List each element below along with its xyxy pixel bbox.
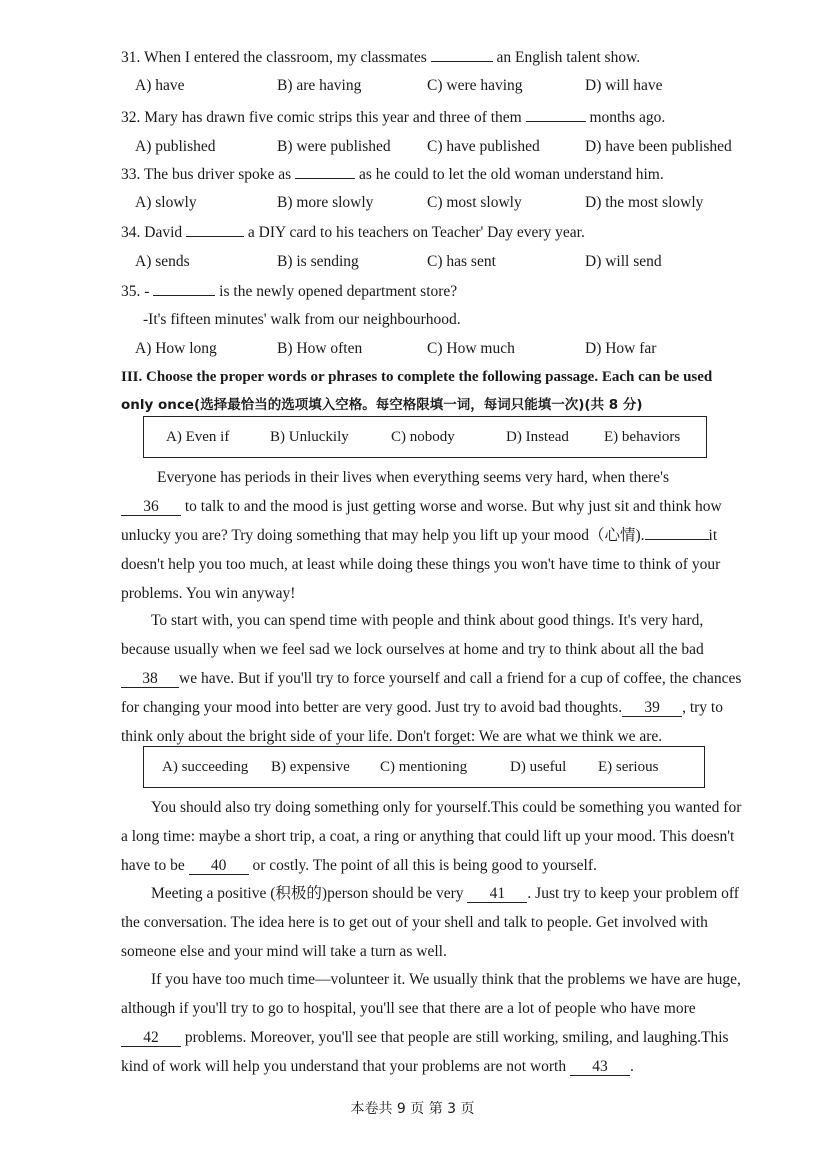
blank-36[interactable]: 36 [121, 499, 181, 516]
question-35-text: 35. - [121, 283, 150, 300]
text-line: To start with, you can spend time with people and think about good things. It's very hard, [151, 612, 704, 629]
blank-40[interactable]: 40 [189, 858, 249, 875]
answer-blank[interactable] [526, 107, 586, 122]
option-b[interactable]: B) more slowly [277, 194, 374, 211]
question-34-text: 34. David [121, 224, 183, 241]
text-segment: , try to [682, 699, 723, 716]
text-line [121, 879, 739, 908]
question-32-text-end: months ago. [589, 109, 666, 126]
option-b[interactable]: B) were published [277, 138, 391, 155]
option-b[interactable]: B) How often [277, 340, 363, 357]
blank-39[interactable]: 39 [622, 700, 682, 717]
blank-43[interactable]: 43 [570, 1059, 630, 1076]
word-option: D) useful [510, 759, 567, 775]
option-a[interactable]: A) sends [135, 253, 190, 270]
text-line: because usually when we feel sad we lock ourselves at home and try to think about all the bad [121, 641, 704, 658]
text-segment: for changing your mood into better are very good. Just try to avoid bad thoughts. [121, 699, 623, 716]
option-a[interactable]: A) published [135, 138, 216, 155]
text-line: the conversation. The idea here is to get out of your shell and talk to people. Get involved with [121, 914, 708, 931]
text-segment: unlucky you are? Try doing something that may help you lift up your mood（心情). [121, 527, 645, 544]
option-c[interactable]: C) most slowly [427, 194, 522, 211]
word-option: E) serious [598, 759, 659, 775]
option-d[interactable]: D) How far [585, 340, 657, 357]
answer-blank[interactable] [431, 47, 493, 62]
question-33-text: 33. The bus driver spoke as [121, 166, 292, 183]
text-line: think only about the bright side of your life. Don't forget: We are what we think we are. [121, 728, 663, 745]
blank-37[interactable] [645, 539, 709, 540]
question-32-text: 32. Mary has drawn five comic strips this year and three of them [121, 109, 522, 126]
question-35-response: -It's fifteen minutes' walk from our neighbourhood. [143, 311, 461, 328]
word-option: D) Instead [506, 429, 569, 445]
word-option: E) behaviors [604, 429, 681, 445]
text-line: If you have too much time—volunteer it. We usually think that the problems we have are huge, [151, 971, 741, 988]
text-segment: we have. But if you'll try to force yourself and call a friend for a cup of coffee, the chances [179, 670, 742, 687]
text-line: a long time: maybe a short trip, a coat, a ring or anything that could lift up your mood. This doesn't [121, 828, 735, 845]
blank-41[interactable]: 41 [467, 886, 527, 903]
word-option: A) succeeding [162, 759, 249, 775]
text-line: problems. You win anyway! [121, 585, 296, 602]
question-31 [121, 47, 640, 68]
option-d[interactable]: D) the most slowly [585, 194, 704, 211]
passage-paragraph-4 [121, 879, 739, 966]
text-segment: Meeting a positive (积极的)person should be very [151, 885, 464, 902]
passage-paragraph-2 [121, 606, 742, 751]
option-a[interactable]: A) How long [135, 340, 217, 357]
question-32 [121, 107, 665, 128]
question-35 [121, 281, 457, 302]
text-line: Everyone has periods in their lives when everything seems very hard, when there's [157, 469, 669, 486]
text-segment: kind of work will help you understand that your problems are not worth [121, 1058, 567, 1075]
passage-paragraph-5 [121, 965, 741, 1081]
text-line: although if you'll try to go to hospital, you'll see that there are a lot of people who have more [121, 1000, 696, 1017]
text-segment: . [630, 1058, 634, 1075]
option-b[interactable]: B) are having [277, 77, 362, 94]
text-line: doesn't help you too much, at least while doing these things you won't have time to think of your [121, 556, 721, 573]
option-b[interactable]: B) is sending [277, 253, 359, 270]
word-option: B) Unluckily [270, 429, 349, 445]
page-footer: 本卷共 9 页 第 3 页 [350, 1101, 475, 1117]
word-option: B) expensive [271, 759, 350, 775]
question-31-text: 31. When I entered the classroom, my classmates [121, 49, 427, 66]
text-line [121, 1052, 724, 1081]
text-segment: it [708, 527, 718, 544]
text-segment: to talk to and the mood is just getting worse and worse. But why just sit and think how [184, 498, 722, 515]
option-d[interactable]: D) have been published [585, 138, 732, 155]
text-line [121, 1023, 729, 1052]
text-line: You should also try doing something only for yourself.This could be something you wanted for [151, 799, 742, 816]
passage-paragraph-1 [121, 463, 724, 608]
text-segment: . Just try to keep your problem off [527, 885, 739, 902]
blank-42[interactable]: 42 [121, 1030, 181, 1047]
text-line [121, 664, 742, 693]
question-34-text-end: a DIY card to his teachers on Teacher' Day every year. [247, 224, 585, 241]
text-line [121, 492, 724, 521]
word-option: C) nobody [391, 429, 455, 445]
option-d[interactable]: D) will send [585, 253, 662, 270]
question-31-text-end: an English talent show. [496, 49, 641, 66]
section-instructions: only once(选择最恰当的选项填入空格。每空格限填一词，每词只能填一次)(共 8 分) [121, 397, 643, 413]
text-segment: have to be [121, 857, 185, 874]
text-line [121, 521, 724, 550]
text-segment: problems. Moreover, you'll see that people are still working, smiling, and laughing.This [184, 1029, 729, 1046]
option-a[interactable]: A) have [135, 77, 185, 94]
blank-38[interactable]: 38 [121, 671, 179, 688]
word-option: A) Even if [166, 429, 230, 445]
answer-blank[interactable] [295, 164, 355, 179]
option-a[interactable]: A) slowly [135, 194, 197, 211]
option-c[interactable]: C) were having [427, 77, 523, 94]
word-bank-1 [143, 416, 707, 458]
question-33-text-end: as he could to let the old woman understand him. [358, 166, 664, 183]
option-c[interactable]: C) How much [427, 340, 515, 357]
question-34 [121, 222, 585, 243]
text-line [121, 693, 724, 722]
answer-blank[interactable] [186, 222, 244, 237]
text-segment: or costly. The point of all this is being good to yourself. [252, 857, 597, 874]
word-option: C) mentioning [380, 759, 468, 775]
text-line [121, 851, 724, 880]
question-33 [121, 164, 664, 185]
section-heading: III. Choose the proper words or phrases to complete the following passage. Each can be used [121, 369, 713, 385]
answer-blank[interactable] [153, 281, 215, 296]
option-c[interactable]: C) has sent [427, 253, 496, 270]
question-35-text-end: is the newly opened department store? [219, 283, 458, 300]
word-bank-2 [143, 746, 705, 788]
option-c[interactable]: C) have published [427, 138, 540, 155]
text-line: someone else and your mind will take a turn as well. [121, 943, 447, 960]
passage-paragraph-3 [121, 793, 742, 880]
option-d[interactable]: D) will have [585, 77, 663, 94]
